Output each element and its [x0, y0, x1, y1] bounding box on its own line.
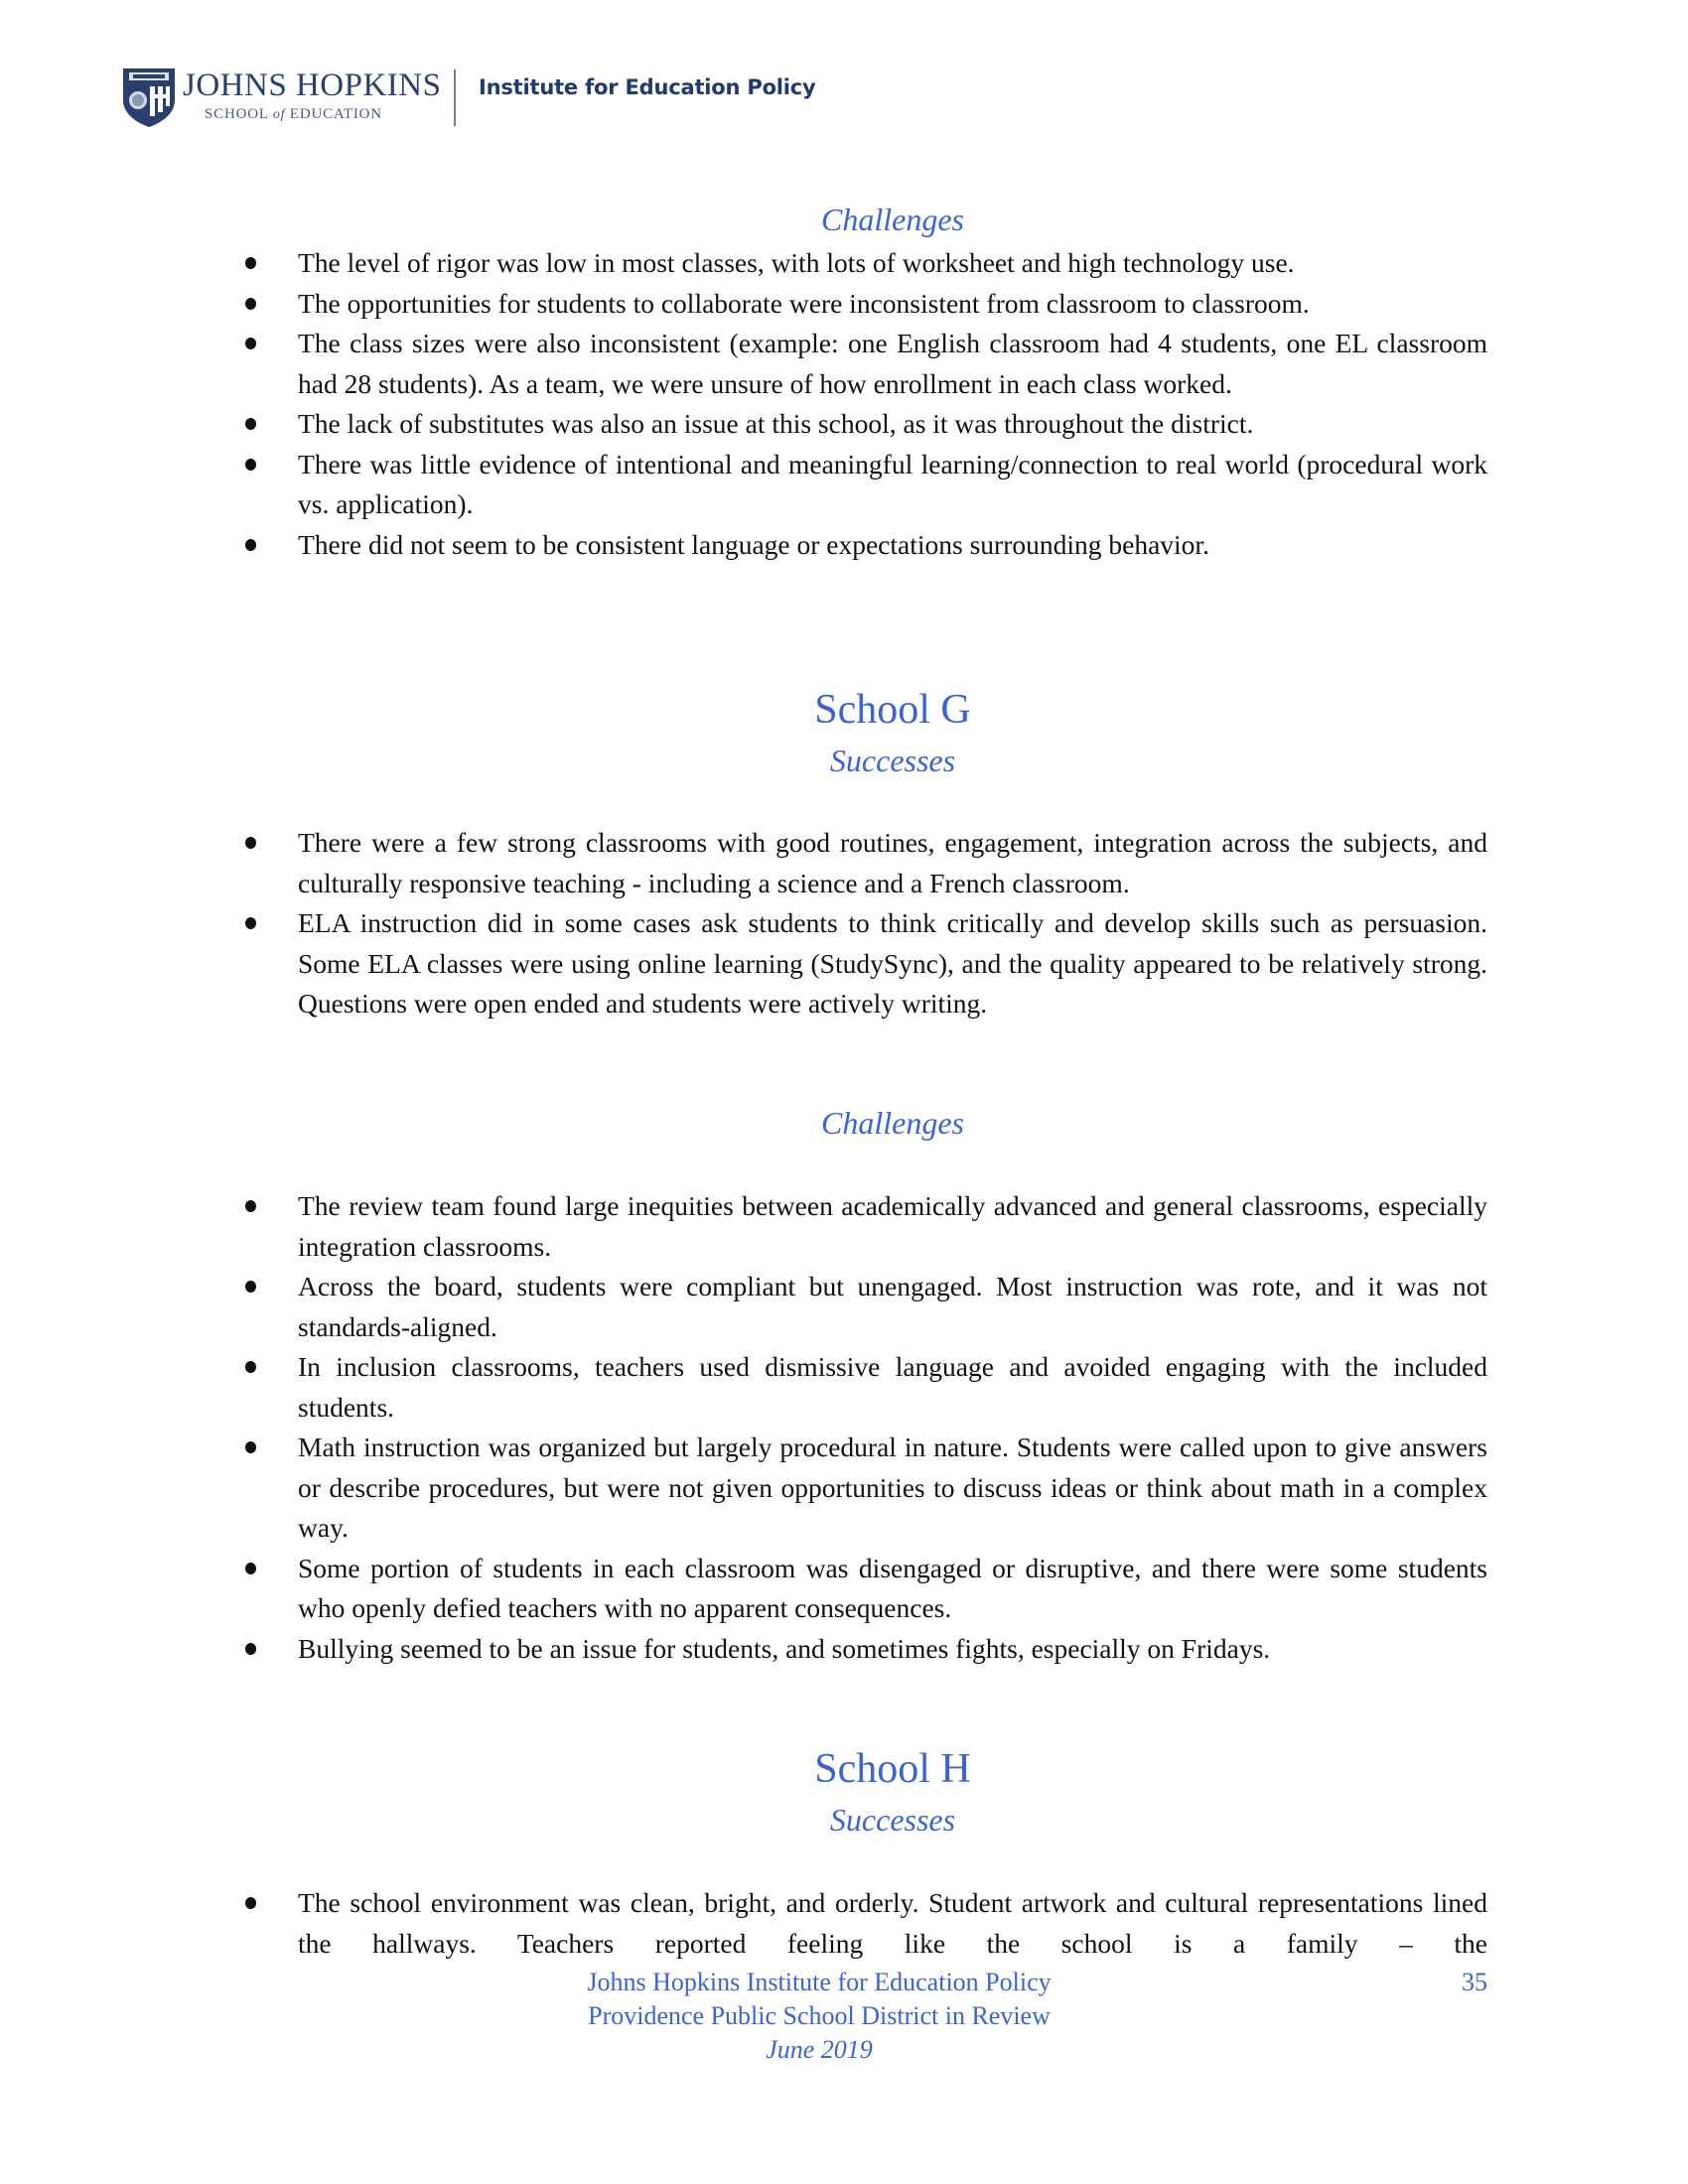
- list-item: Bullying seemed to be an issue for students, and sometimes fights, especially on Fridays.: [298, 1629, 1487, 1670]
- footer-date: June 2019: [766, 2035, 873, 2064]
- bullet-icon: [245, 1200, 256, 1212]
- bullet-icon: [245, 917, 256, 929]
- school-g-successes-list: [298, 823, 1487, 1024]
- school-h-successes-heading: Successes: [829, 1802, 956, 1838]
- institute-name: Institute for Education Policy: [479, 75, 816, 99]
- school-g-successes-heading: Successes: [829, 743, 956, 778]
- bullet-icon: [245, 1563, 256, 1574]
- list-item: There was little evidence of intentional and meaningful learning/connection to real world (procedural work vs. application).: [298, 445, 1487, 525]
- bullet-icon: [245, 539, 256, 551]
- page-number: 35: [1462, 1968, 1487, 1996]
- list-item: The review team found large inequities between academically advanced and general classrooms, especially integration classrooms.: [298, 1186, 1487, 1267]
- bullet-icon: [245, 418, 256, 430]
- logo-sub-of: of: [272, 107, 286, 122]
- bullet-icon: [245, 837, 256, 849]
- list-item: The school environment was clean, bright, and orderly. Student artwork and cultural representations lined the hallways. Teachers reported feeling like the school is a family – the: [298, 1883, 1487, 1964]
- school-h-successes-list: [298, 1883, 1487, 1964]
- footer-institute: Johns Hopkins Institute for Education Policy: [587, 1968, 1052, 1996]
- header-divider: [454, 69, 456, 126]
- list-item: Math instruction was organized but largely procedural in nature. Students were called upon to give answers or describe procedures, but were not given opportunities to discuss ideas or think about math in a complex way.: [298, 1428, 1487, 1549]
- school-g-challenges-heading: Challenges: [821, 1105, 964, 1141]
- bullet-icon: [245, 1281, 256, 1293]
- list-item: In inclusion classrooms, teachers used dismissive language and avoided engaging with the included students.: [298, 1347, 1487, 1428]
- challenges-heading-prev: Challenges: [821, 202, 964, 237]
- list-item: The lack of substitutes was also an issue at this school, as it was throughout the district.: [298, 404, 1487, 445]
- bullet-icon: [245, 1441, 256, 1453]
- logo-sub-education: EDUCATION: [289, 106, 382, 122]
- list-item: Across the board, students were compliant but unengaged. Most instruction was rote, and it was not standards-aligned.: [298, 1267, 1487, 1347]
- challenges-list-prev: [298, 243, 1487, 565]
- bullet-icon: [245, 338, 256, 349]
- bullet-icon: [245, 1897, 256, 1909]
- list-item: The opportunities for students to collaborate were inconsistent from classroom to classroom.: [298, 284, 1487, 325]
- logo-wordmark: JOHNS HOPKINS: [183, 68, 442, 103]
- bullet-icon: [245, 459, 256, 471]
- school-h-title: School H: [814, 1746, 971, 1792]
- bullet-icon: [245, 1361, 256, 1373]
- list-item: The class sizes were also inconsistent (example: one English classroom had 4 students, one EL classroom had 28 students). As a team, we were unsure of how enrollment in each class worked.: [298, 324, 1487, 404]
- logo-sub-school: SCHOOL: [205, 106, 269, 122]
- list-item: The level of rigor was low in most classes, with lots of worksheet and high technology use.: [298, 243, 1487, 284]
- bullet-icon: [245, 298, 256, 310]
- list-item: There did not seem to be consistent language or expectations surrounding behavior.: [298, 525, 1487, 566]
- page-header: [0, 0, 1688, 149]
- jhu-shield-icon: [121, 67, 177, 128]
- list-item: ELA instruction did in some cases ask students to think critically and develop skills such as persuasion. Some ELA classes were using online learning (StudySync), and the quality appeared to be relatively strong. Questions were open ended and students were actively writing.: [298, 903, 1487, 1024]
- school-g-title: School G: [814, 687, 971, 733]
- school-g-challenges-list: [298, 1186, 1487, 1669]
- bullet-icon: [245, 1643, 256, 1655]
- bullet-icon: [245, 257, 256, 269]
- footer-report-title: Providence Public School District in Review: [588, 2001, 1051, 2030]
- list-item: Some portion of students in each classroom was disengaged or disruptive, and there were some students who openly defied teachers with no apparent consequences.: [298, 1549, 1487, 1629]
- logo-subtitle: [205, 107, 382, 122]
- list-item: There were a few strong classrooms with good routines, engagement, integration across the subjects, and culturally responsive teaching - including a science and a French classroom.: [298, 823, 1487, 903]
